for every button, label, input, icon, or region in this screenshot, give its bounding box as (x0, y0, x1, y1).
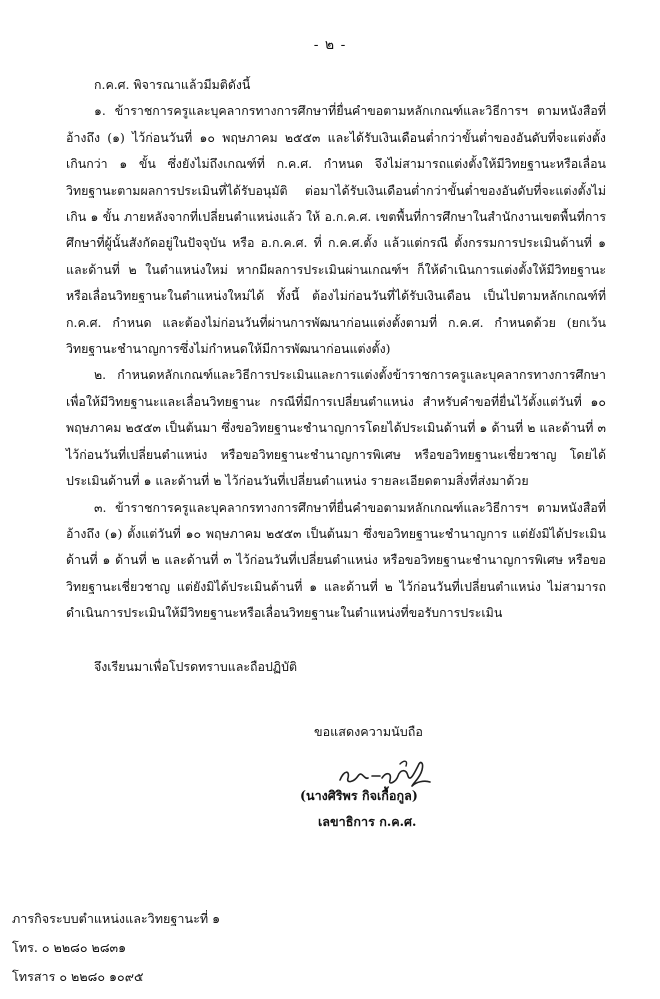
office-name: ภารกิจระบบตำแหน่งและวิทยฐานะที่ ๑ (12, 911, 221, 926)
signer-name: (นางศิริพร กิจเกื้อกูล) (300, 788, 418, 803)
closing-statement: จึงเรียนมาเพื่อโปรดทราบและถือปฏิบัติ (94, 658, 298, 674)
fax-number: โทรสาร ๐ ๒๒๘๐ ๑๐๙๕ (12, 969, 144, 984)
resolution-item-1: ๑. ข้าราชการครูและบุคลากรทางการศึกษาที่ยื่นคำขอตามหลักเกณฑ์และวิธีการฯ ตามหนังสือที่อ้างถึง (๑) ไว้ก่อนวันที่ ๑๐ พฤษภาคม ๒๕๕๓ และได้รับเงินเดือนต่ำกว่าขั้นต่ำของอันดับที่จะแต่งตั้งเกินกว่า ๑ ขั้น ซึ่งยังไม่ถึงเกณฑ์ที่ ก.ค.ศ. กำหนด จึงไม่สามารถแต่งตั้งให้มีวิทยฐานะหรือเลื่อนวิทยฐานะตามผลการประเมินที่ได้รับอนุมัติ ต่อมาได้รับเงินเดือนต่ำกว่าขั้นต่ำของอันดับที่จะแต่งตั้งไม่เกิน ๑ ขั้น ภายหลังจากที่เปลี่ยนตำแหน่งแล้ว ให้ อ.ก.ค.ศ. เขตพื้นที่การศึกษาในสำนักงานเขตพื้นที่การศึกษาที่ผู้นั้นสังกัดอยู่ในปัจจุบัน หรือ อ.ก.ค.ศ. ที่ ก.ค.ศ.ตั้ง แล้วแต่กรณี ตั้งกรรมการประเมินด้านที่ ๑ และด้านที่ ๒ ในตำแหน่งใหม่ หากมีผลการประเมินผ่านเกณฑ์ฯ ก็ให้ดำเนินการแต่งตั้งให้มีวิทยฐานะหรือเลื่อนวิทยฐานะในตำแหน่งใหม่ได้ ทั้งนี้ ต้องไม่ก่อนวันที่ได้รับเงินเดือน เป็นไปตามหลักเกณฑ์ที่ ก.ค.ศ. กำหนด และต้องไม่ก่อนวันที่ผ่านการพัฒนาก่อนแต่งตั้งตามที่ ก.ค.ศ. กำหนดด้วย (ยกเว้นวิทยฐานะชำนาญการซึ่งไม่กำหนดให้มีการพัฒนาก่อนแต่งตั้ง) (66, 103, 606, 357)
phone-number: โทร. ๐ ๒๒๘๐ ๒๘๓๑ (12, 940, 127, 955)
opening-statement: ก.ค.ศ. พิจารณาแล้วมีมติดังนี้ (94, 77, 251, 92)
signer-position: เลขาธิการ ก.ค.ศ. (318, 814, 417, 829)
letter-body (66, 72, 606, 680)
regards-text: ขอแสดงความนับถือ (314, 724, 423, 739)
page-number: - ๒ - (313, 37, 347, 53)
resolution-item-2: ๒. กำหนดหลักเกณฑ์และวิธีการประเมินและการแต่งตั้งข้าราชการครูและบุคลากรทางการศึกษา เพื่อให้มีวิทยฐานะและเลื่อนวิทยฐานะ กรณีที่มีการเปลี่ยนตำแหน่ง สำหรับคำขอที่ยื่นไว้ตั้งแต่วันที่ ๑๐ พฤษภาคม ๒๕๕๓ เป็นต้นมา ซึ่งขอวิทยฐานะชำนาญการโดยได้ประเมินด้านที่ ๑ ด้านที่ ๒ และด้านที่ ๓ ไว้ก่อนวันที่เปลี่ยนตำแหน่ง หรือขอวิทยฐานะชำนาญการพิเศษ หรือขอวิทยฐานะเชี่ยวชาญ โดยได้ประเมินด้านที่ ๑ และด้านที่ ๒ ไว้ก่อนวันที่เปลี่ยนตำแหน่ง รายละเอียดตามสิ่งที่ส่งมาด้วย (66, 367, 606, 489)
resolution-item-3: ๓. ข้าราชการครูและบุคลากรทางการศึกษาที่ยื่นคำขอตามหลักเกณฑ์และวิธีการฯ ตามหนังสือที่อ้างถึง (๑) ตั้งแต่วันที่ ๑๐ พฤษภาคม ๒๕๕๓ เป็นต้นมา ซึ่งขอวิทยฐานะชำนาญการ แต่ยังมิได้ประเมินด้านที่ ๑ ด้านที่ ๒ และด้านที่ ๓ ไว้ก่อนวันที่เปลี่ยนตำแหน่ง หรือขอวิทยฐานะชำนาญการพิเศษ หรือขอวิทยฐานะเชี่ยวชาญ แต่ยังมิได้ประเมินด้านที่ ๑ และด้านที่ ๒ ไว้ก่อนวันที่เปลี่ยนตำแหน่ง ไม่สามารถดำเนินการประเมินให้มีวิทยฐานะหรือเลื่อนวิทยฐานะในตำแหน่งที่ขอรับการประเมิน (66, 499, 606, 621)
contact-block (12, 904, 220, 991)
